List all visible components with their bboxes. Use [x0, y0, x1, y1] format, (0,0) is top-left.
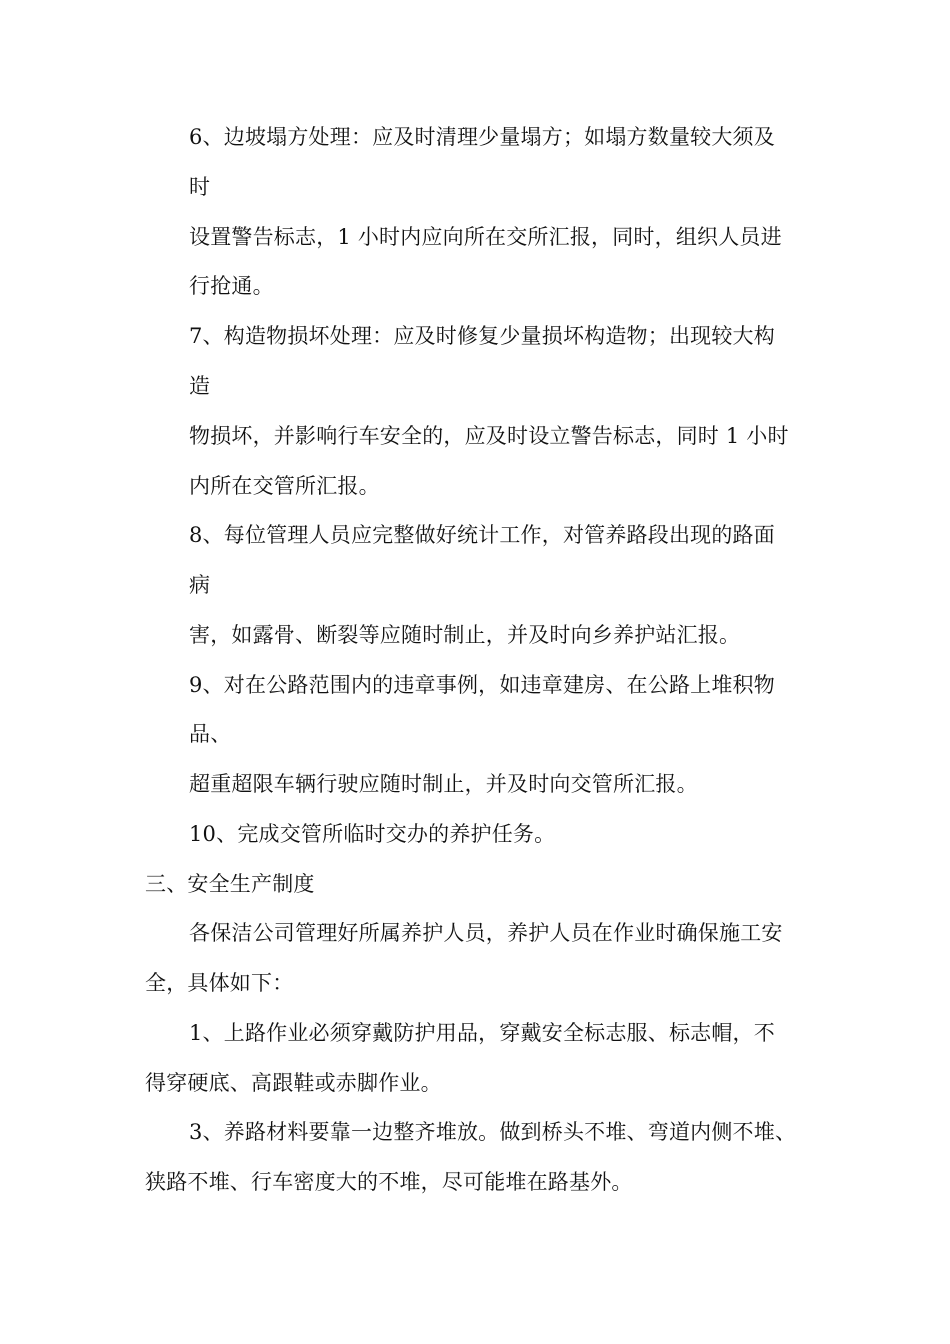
text-line-18: 全，具体如下： — [145, 971, 294, 995]
text-line-11: 害，如露骨、断裂等应随时制止，并及时向乡养护站汇报。 — [189, 623, 741, 647]
text-line-13: 品、 — [189, 722, 232, 746]
text-line-14: 超重超限车辆行驶应随时制止，并及时向交管所汇报。 — [189, 772, 698, 796]
section-heading: 三、安全生产制度 — [145, 872, 315, 896]
text-line-22: 狭路不堆、行车密度大的不堆，尽可能堆在路基外。 — [145, 1170, 633, 1194]
text-line-12: 9、对在公路范围内的违章事例，如违章建房、在公路上堆积物 — [189, 673, 775, 697]
text-line-9: 8、每位管理人员应完整做好统计工作，对管养路段出现的路面 — [189, 523, 775, 547]
text-line-10: 病 — [189, 573, 211, 597]
text-line-21: 3、养路材料要靠一边整齐堆放。做到桥头不堆、弯道内侧不堆、 — [189, 1120, 797, 1144]
text-line-1: 6、边坡塌方处理：应及时清理少量塌方；如塌方数量较大须及 — [189, 125, 775, 149]
text-line-2: 时 — [189, 175, 211, 199]
text-line-19: 1、上路作业必须穿戴防护用品，穿戴安全标志服、标志帽，不 — [189, 1021, 775, 1045]
text-line-3: 设置警告标志，1 小时内应向所在交所汇报，同时，组织人员进 — [189, 225, 782, 249]
text-line-5: 7、构造物损坏处理：应及时修复少量损坏构造物；出现较大构 — [189, 324, 775, 348]
text-line-20: 得穿硬底、高跟鞋或赤脚作业。 — [145, 1071, 442, 1095]
text-line-15: 10、完成交管所临时交办的养护任务。 — [189, 822, 556, 846]
text-line-17: 各保洁公司管理好所属养护人员，养护人员在作业时确保施工安 — [189, 921, 783, 945]
text-line-6: 造 — [189, 374, 211, 398]
text-line-7: 物损坏，并影响行车安全的，应及时设立警告标志，同时 1 小时 — [189, 424, 789, 448]
text-line-8: 内所在交管所汇报。 — [189, 474, 380, 498]
text-line-4: 行抢通。 — [189, 274, 274, 298]
